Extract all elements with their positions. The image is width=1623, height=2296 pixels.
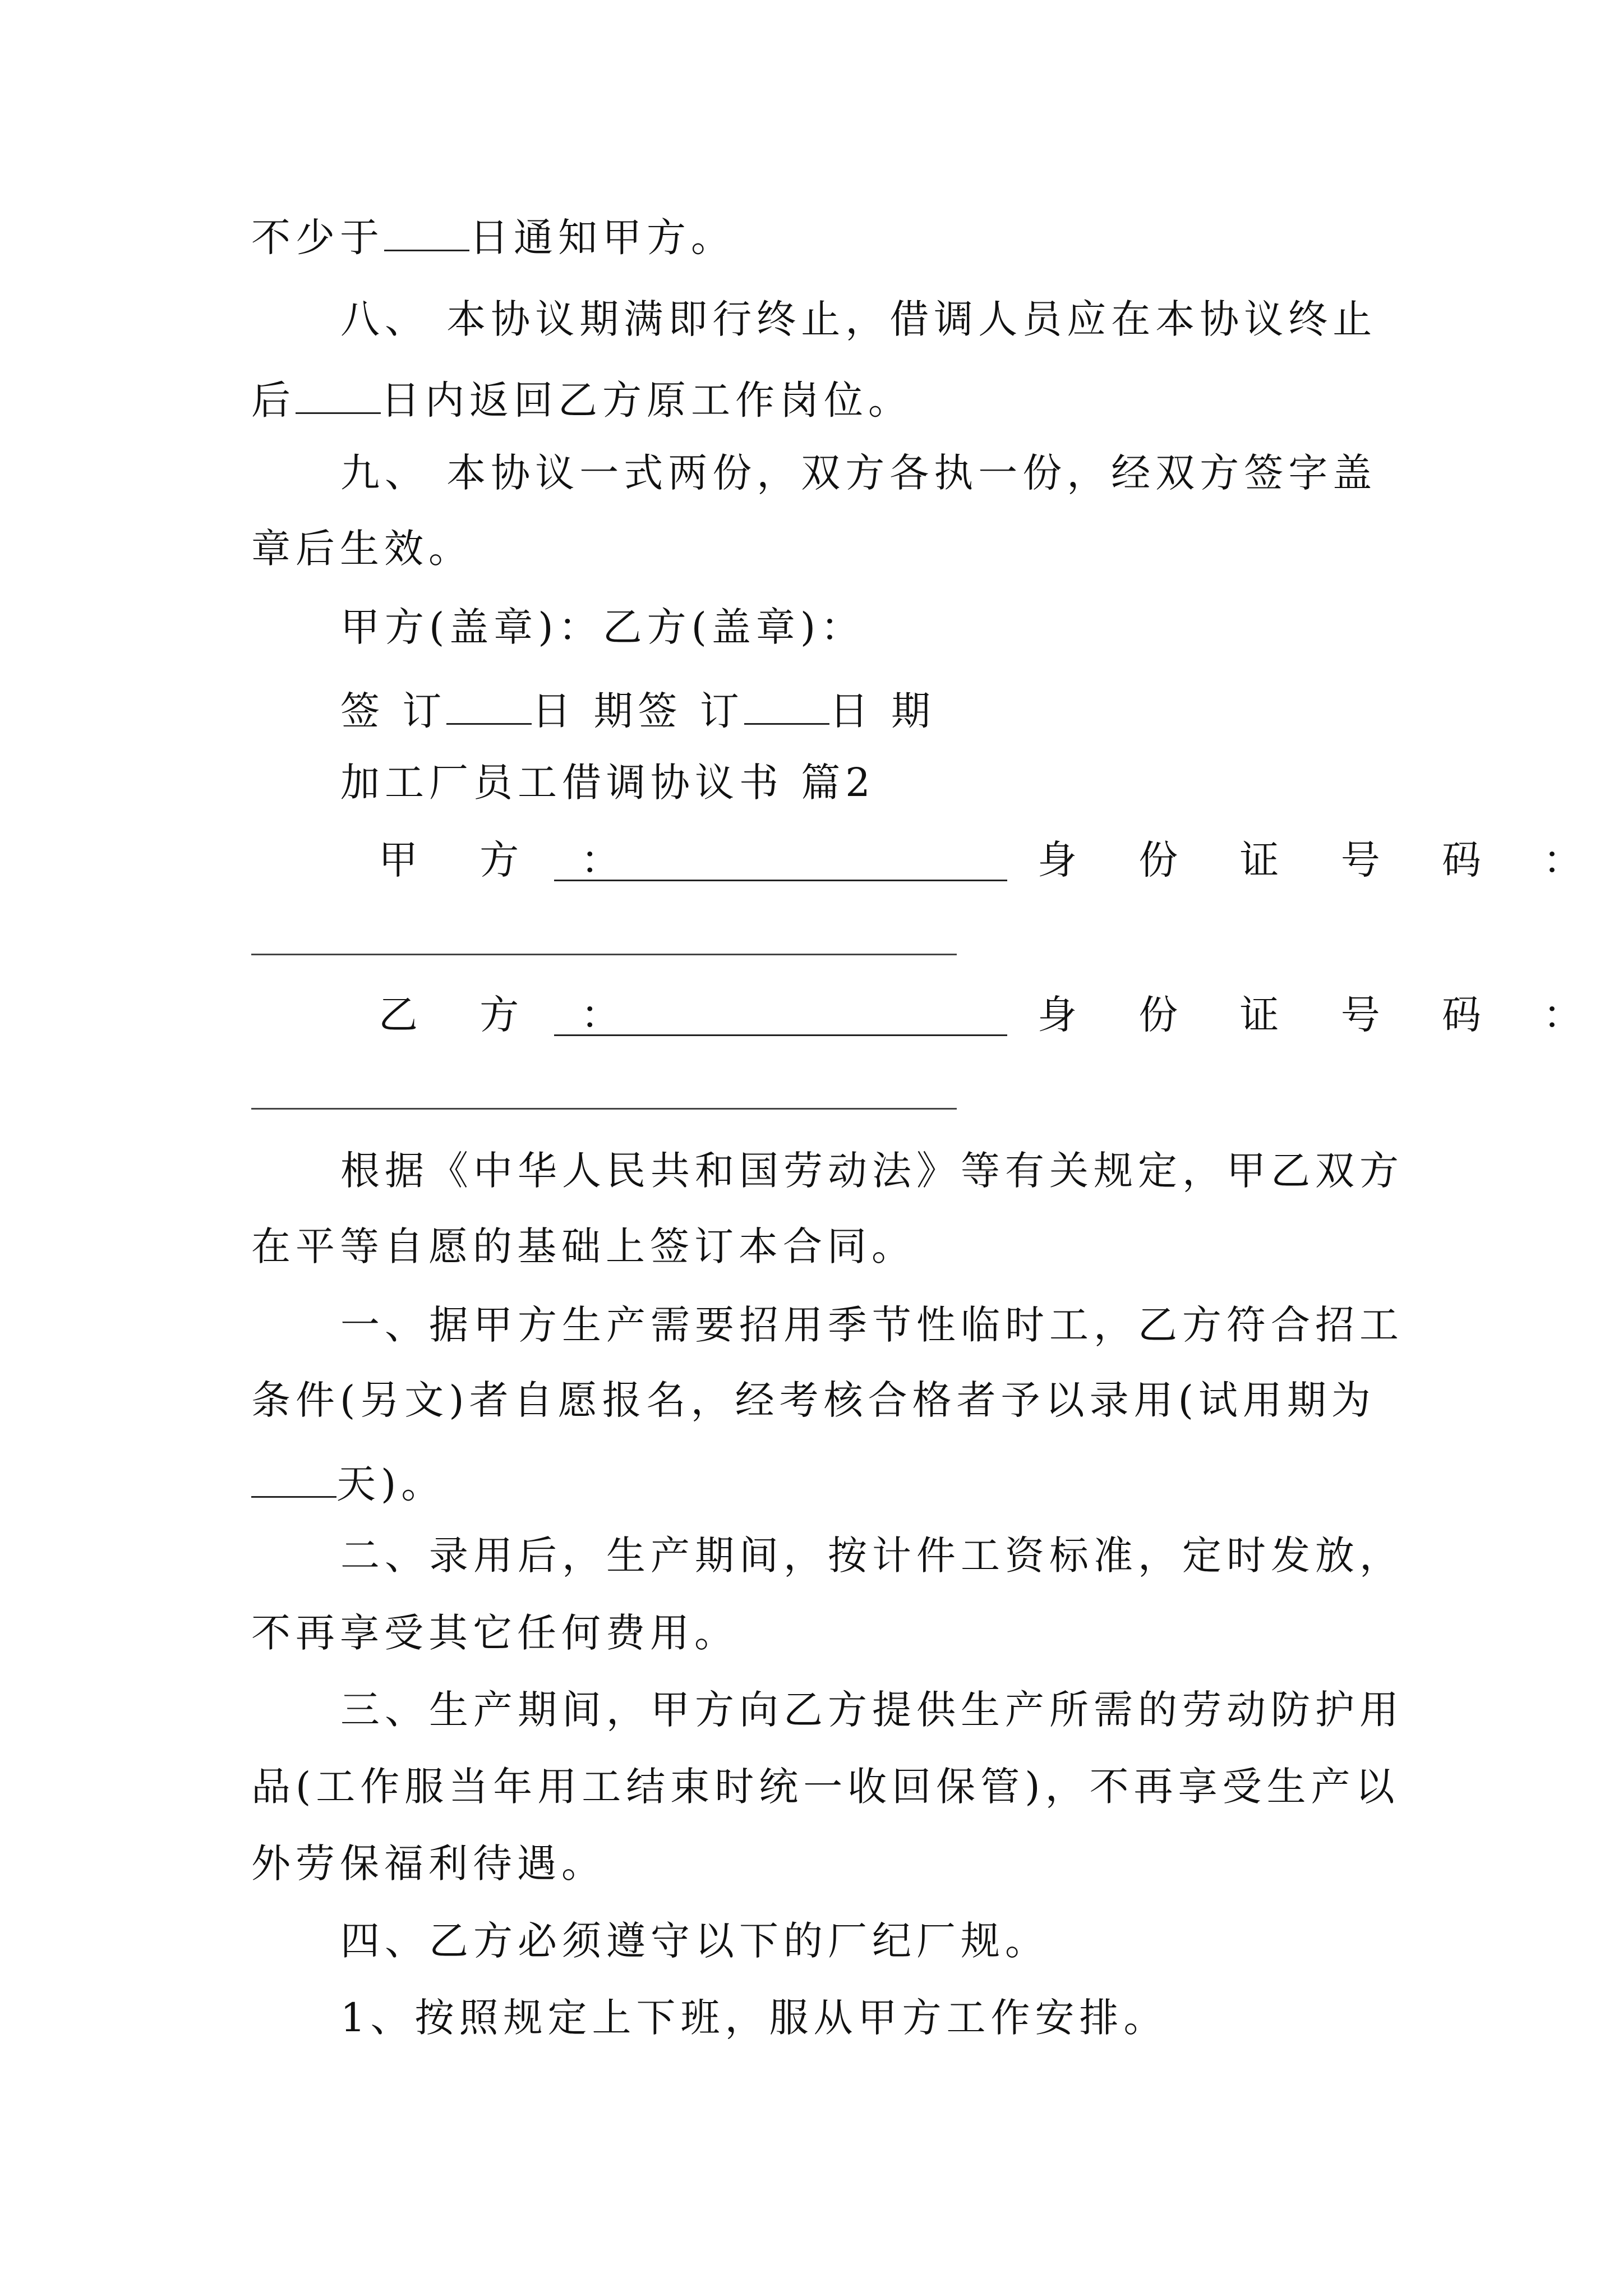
paragraph-line: 三、生产期间，甲方向乙方提供生产所需的劳动防护用 (340, 1687, 1404, 1733)
party-b-id-label: 身 份 证 号 码 ： (1038, 992, 1607, 1038)
text-segment: 不少于 (251, 214, 384, 261)
clause-9: 九、 本协议一式两份，双方各执一份，经双方签字盖 (340, 450, 1377, 496)
blank-field (744, 685, 829, 725)
blank-field (296, 375, 381, 414)
paragraph-line: 一、据甲方生产需要招用季节性临时工，乙方符合招工 (340, 1302, 1404, 1348)
blank-field (384, 212, 469, 251)
party-a-blank (554, 840, 1007, 881)
paragraph-line: 不再享受其它任何费用。 (251, 1610, 739, 1656)
party-b-blank (554, 995, 1007, 1036)
party-a-id-blank (251, 954, 957, 955)
text-segment: 天)。 (336, 1461, 446, 1507)
text-segment: 日 期 (829, 688, 936, 734)
text-segment: 日内返回乙方原工作岗位。 (381, 377, 912, 424)
blank-field (446, 685, 532, 725)
paragraph-line: 根据《中华人民共和国劳动法》等有关规定，甲乙双方 (340, 1148, 1404, 1194)
text-line (251, 375, 912, 424)
text-segment: 日通知甲方。 (469, 214, 735, 261)
sign-date-line (340, 685, 936, 734)
party-b-label: 乙 方 ： (379, 992, 645, 1038)
text-line (251, 1458, 446, 1507)
paragraph-line: 条件(另文)者自愿报名，经考核合格者予以录用(试用期为 (251, 1377, 1376, 1423)
party-a-id-label: 身 份 证 号 码 ： (1038, 837, 1607, 883)
text-segment: 签 订 (340, 688, 447, 734)
paragraph-line: 四、乙方必须遵守以下的厂纪厂规。 (340, 1918, 1049, 1964)
paragraph-line: 品(工作服当年用工结束时统一收回保管)，不再享受生产以 (251, 1764, 1400, 1810)
text-segment: 日 期签 订 (532, 688, 744, 734)
paragraph-line: 二、录用后，生产期间，按计件工资标准，定时发放， (340, 1533, 1404, 1579)
paragraph-line: 在平等自愿的基础上签订本合同。 (251, 1223, 916, 1269)
blank-field (251, 1458, 336, 1498)
paragraph-line: 1、按照规定上下班，服从甲方工作安排。 (340, 1995, 1168, 2041)
seal-line: 甲方(盖章)：乙方(盖章)： (340, 604, 865, 650)
paragraph-line: 外劳保福利待遇。 (251, 1841, 606, 1887)
text-line (251, 212, 735, 261)
text-line: 章后生效。 (251, 526, 473, 572)
party-b-id-blank (251, 1108, 957, 1110)
party-a-label: 甲 方 ： (379, 837, 645, 883)
clause-8: 八、 本协议期满即行终止，借调人员应在本协议终止 (340, 296, 1377, 342)
section-title: 加工厂员工借调协议书 篇2 (340, 760, 875, 806)
text-segment: 后 (251, 377, 296, 424)
